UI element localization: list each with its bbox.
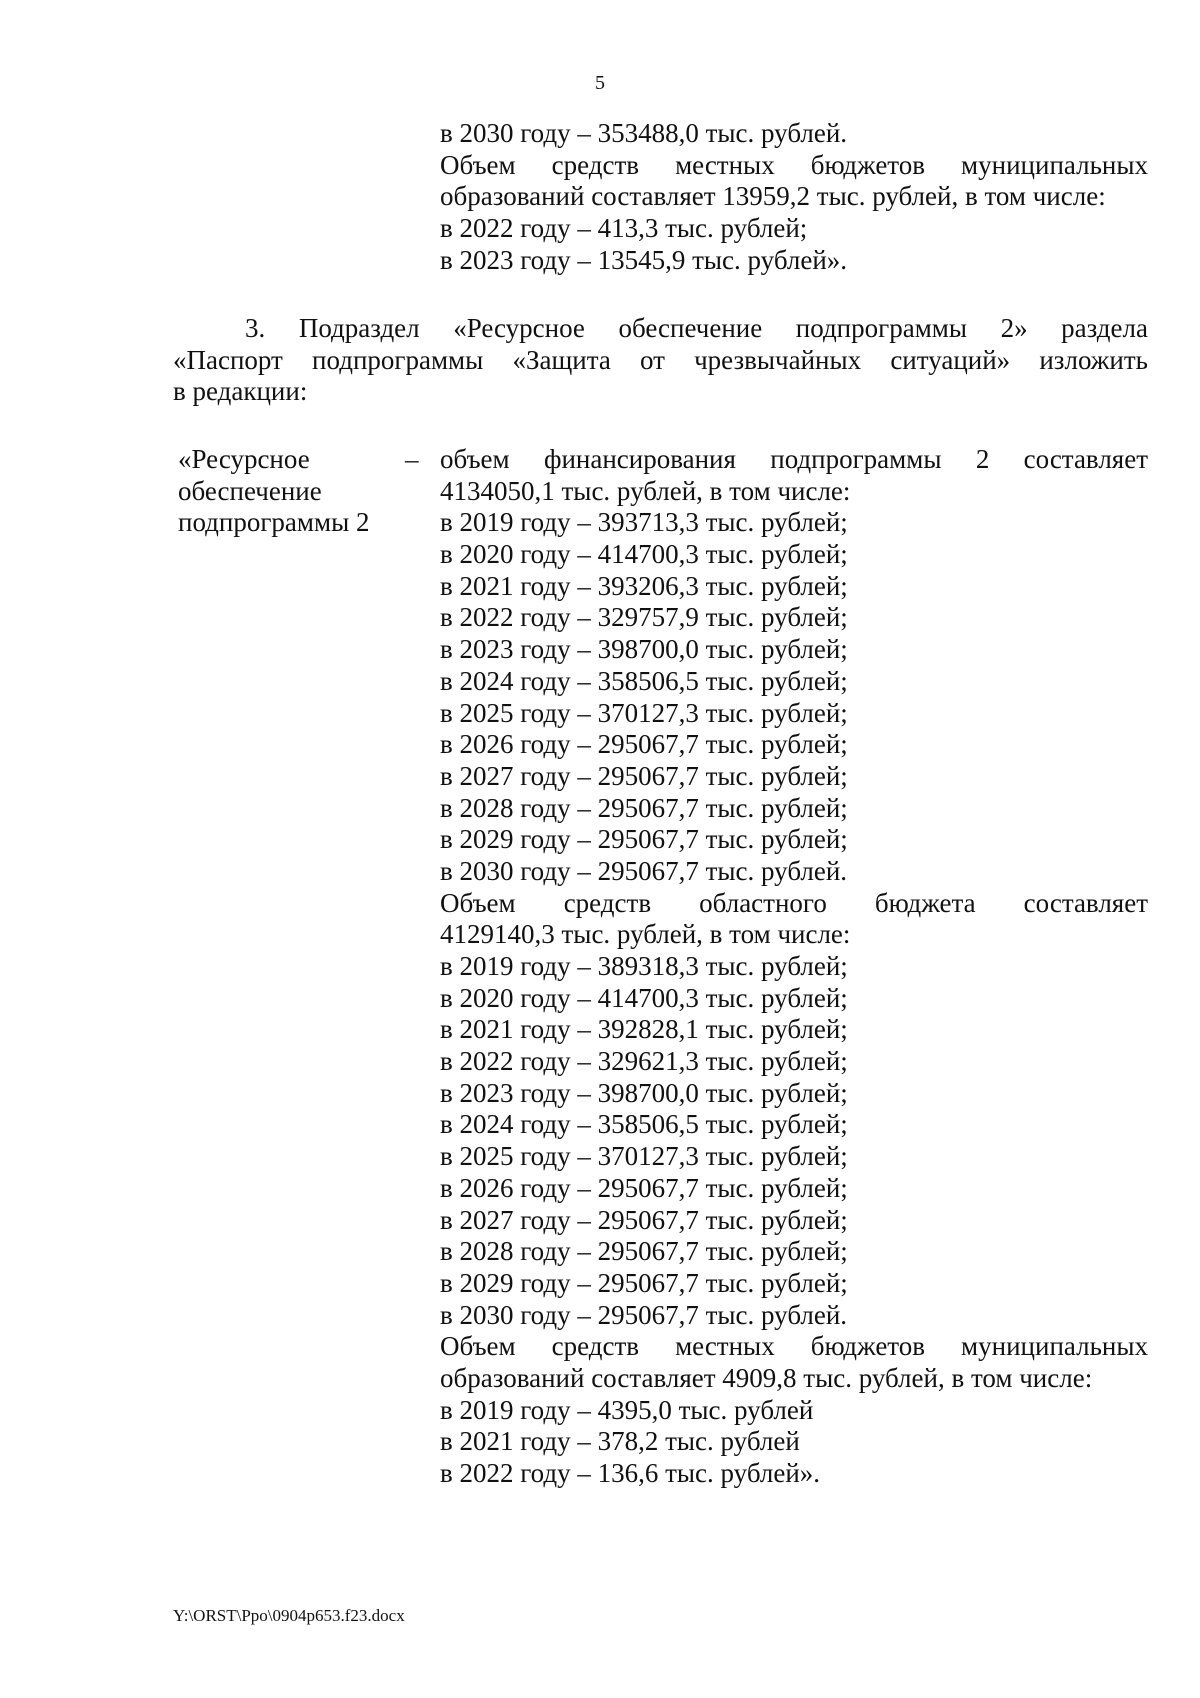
content-line: в 2020 году – 414700,3 тыс. рублей;: [440, 982, 848, 1013]
content-line: Объем средств местных бюджетов муниципальных: [440, 1331, 1148, 1362]
content-line: в 2027 году – 295067,7 тыс. рублей;: [440, 1204, 848, 1235]
content-line: 4134050,1 тыс. рублей, в том числе:: [440, 475, 851, 506]
content-line: в 2019 году – 389318,3 тыс. рублей;: [440, 951, 848, 981]
table-label-column: [178, 444, 398, 539]
footer-file-path: Y:\ORST\Ppo\0904p653.f23.docx: [173, 1606, 405, 1625]
content-line: в 2029 году – 295067,7 тыс. рублей;: [440, 1267, 848, 1298]
text-line: образований составляет 13959,2 тыс. рублей, в том числе:: [440, 181, 1106, 212]
content-line: в 2026 году – 295067,7 тыс. рублей;: [440, 729, 848, 760]
content-line: объем финансирования подпрограммы 2 составляет: [440, 444, 1148, 474]
content-line: в 2019 году – 393713,3 тыс. рублей;: [440, 507, 848, 538]
content-line: в 2021 году – 392828,1 тыс. рублей;: [440, 1014, 848, 1045]
text-line: в 2030 году – 353488,0 тыс. рублей.: [440, 118, 848, 148]
content-line: в 2024 году – 358506,5 тыс. рублей;: [440, 665, 848, 696]
content-line: в 2022 году – 329757,9 тыс. рублей;: [440, 602, 848, 633]
text-line: Объем средств местных бюджетов муниципальных: [440, 149, 1148, 180]
content-line: в 2021 году – 378,2 тыс. рублей: [440, 1426, 800, 1457]
content-line: в 2029 году – 295067,7 тыс. рублей;: [440, 824, 848, 855]
table-dash: –: [405, 444, 419, 474]
text-line: в 2022 году – 413,3 тыс. рублей;: [440, 213, 808, 244]
content-line: в 2019 году – 4395,0 тыс. рублей: [440, 1394, 814, 1425]
content-line: образований составляет 4909,8 тыс. рублей, в том числе:: [440, 1362, 1093, 1393]
text-line: 3. Подраздел «Ресурсное обеспечение подпрограммы 2» раздела: [245, 313, 1148, 343]
paragraph-3: [173, 313, 1148, 408]
content-line: в 2022 году – 136,6 тыс. рублей».: [440, 1458, 821, 1488]
label-line: подпрограммы 2: [178, 507, 370, 538]
table-content-column: [440, 444, 1148, 1490]
content-line: в 2025 году – 370127,3 тыс. рублей;: [440, 1141, 848, 1172]
text-line: в 2023 году – 13545,9 тыс. рублей».: [440, 244, 848, 275]
text-line: «Паспорт подпрограммы «Защита от чрезвычайных ситуаций» изложить: [173, 344, 1148, 375]
content-line: Объем средств областного бюджета составляет: [440, 887, 1148, 918]
content-line: в 2021 году – 393206,3 тыс. рублей;: [440, 570, 848, 601]
content-line: в 2025 году – 370127,3 тыс. рублей;: [440, 697, 848, 728]
content-line: в 2024 году – 358506,5 тыс. рублей;: [440, 1109, 848, 1140]
content-line: в 2026 году – 295067,7 тыс. рублей;: [440, 1172, 848, 1203]
content-line: в 2020 году – 414700,3 тыс. рублей;: [440, 539, 848, 570]
content-line: в 2022 году – 329621,3 тыс. рублей;: [440, 1046, 848, 1077]
content-line: в 2028 году – 295067,7 тыс. рублей;: [440, 1236, 848, 1267]
content-line: в 2023 году – 398700,0 тыс. рублей;: [440, 634, 848, 665]
page-number: 5: [595, 72, 605, 94]
content-line: в 2027 году – 295067,7 тыс. рублей;: [440, 760, 848, 791]
content-line: в 2023 году – 398700,0 тыс. рублей;: [440, 1077, 848, 1108]
content-line: в 2030 году – 295067,7 тыс. рублей.: [440, 1299, 848, 1330]
label-line: обеспечение: [178, 475, 322, 506]
top-block: [440, 118, 1148, 276]
content-line: в 2030 году – 295067,7 тыс. рублей.: [440, 855, 848, 886]
content-line: 4129140,3 тыс. рублей, в том числе:: [440, 919, 851, 950]
content-line: в 2028 году – 295067,7 тыс. рублей;: [440, 792, 848, 823]
label-line: «Ресурсное: [178, 444, 310, 474]
text-line: в редакции:: [173, 376, 308, 407]
